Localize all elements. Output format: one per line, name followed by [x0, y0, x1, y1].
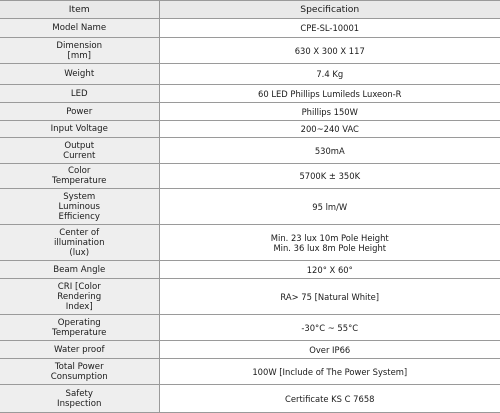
item-cell — [0, 261, 159, 279]
table-row — [0, 225, 500, 261]
spec-text: 100W [Include of The Power System] — [252, 366, 408, 377]
specification-column-header: Specification — [159, 1, 500, 19]
item-cell — [0, 38, 159, 64]
table-row — [0, 138, 500, 164]
item-text: Efficiency — [58, 211, 100, 222]
table-row — [0, 385, 500, 413]
item-text: Water proof — [54, 344, 105, 355]
spec-text: 60 LED Phillips Lumileds Luxeon-R — [258, 88, 402, 99]
item-cell — [0, 64, 159, 85]
item-text: LED — [70, 88, 88, 99]
spec-cell — [159, 121, 500, 138]
spec-text: RA> 75 [Natural White] — [280, 291, 380, 302]
table-row — [0, 341, 500, 359]
item-text: Color — [68, 166, 91, 176]
spec-text: CPE-SL-10001 — [300, 23, 360, 33]
table-row — [0, 315, 500, 341]
spec-cell — [159, 261, 500, 279]
item-text: Current — [63, 150, 96, 161]
item-text: Inspection — [57, 398, 102, 409]
spec-cell — [159, 85, 500, 103]
item-text: Model Name — [52, 23, 107, 33]
spec-cell — [159, 19, 500, 38]
spec-cell — [159, 359, 500, 385]
spec-text: Phillips 150W — [301, 106, 358, 117]
item-text: Weight — [64, 69, 95, 79]
spec-cell — [159, 341, 500, 359]
spec-text: 95 lm/W — [312, 201, 348, 212]
item-cell — [0, 103, 159, 121]
spec-cell — [159, 164, 500, 189]
item-text: Rendering — [57, 291, 102, 302]
spec-cell — [159, 279, 500, 315]
table-row — [0, 19, 500, 38]
item-text: Temperature — [52, 176, 107, 186]
item-cell — [0, 385, 159, 413]
spec-text: 5700K ± 350K — [299, 171, 361, 181]
spec-text: Min. 36 lux 8m Pole Height — [273, 242, 387, 253]
item-cell — [0, 189, 159, 225]
spec-cell — [159, 103, 500, 121]
item-text: Temperature — [52, 327, 107, 338]
table-row — [0, 121, 500, 138]
spec-text: Min. 23 lux 10m Pole Height — [270, 232, 389, 243]
item-text: Beam Angle — [53, 264, 106, 275]
spec-text: 530mA — [314, 145, 345, 156]
item-text: illumination — [53, 237, 105, 248]
item-text: CRI [Color — [57, 281, 101, 292]
table-row — [0, 38, 500, 64]
spec-cell — [159, 385, 500, 413]
item-text: Total Power — [54, 361, 104, 372]
table-row — [0, 164, 500, 189]
spec-text: Over IP66 — [309, 344, 351, 355]
spec-text: Certificate KS C 7658 — [285, 393, 375, 404]
table-row — [0, 189, 500, 225]
item-text: System — [63, 191, 96, 202]
item-column-header: Item — [0, 1, 159, 19]
item-text: Power — [66, 106, 93, 117]
item-cell — [0, 359, 159, 385]
item-text: Dimension — [56, 40, 103, 51]
spec-text: 120° X 60° — [306, 264, 353, 275]
item-cell — [0, 85, 159, 103]
item-text: Output — [64, 140, 95, 151]
spec-text: -30°C ~ 55°C — [301, 322, 359, 333]
item-cell — [0, 19, 159, 38]
item-text: Consumption — [50, 371, 108, 382]
item-text: Center of — [59, 227, 100, 238]
item-cell — [0, 164, 159, 189]
spec-text: 200~240 VAC — [300, 124, 359, 134]
spec-cell — [159, 138, 500, 164]
header-row — [0, 1, 500, 19]
item-cell — [0, 121, 159, 138]
table-row — [0, 261, 500, 279]
item-text: Safety — [65, 388, 93, 399]
spec-text: 7.4 Kg — [316, 69, 344, 79]
spec-cell — [159, 64, 500, 85]
spec-cell — [159, 189, 500, 225]
spec-cell — [159, 38, 500, 64]
item-text: Input Voltage — [50, 124, 108, 134]
table-row — [0, 103, 500, 121]
table-row — [0, 85, 500, 103]
item-text: [mm] — [67, 50, 91, 61]
item-cell — [0, 341, 159, 359]
spec-text: 630 X 300 X 117 — [294, 45, 365, 56]
item-cell — [0, 225, 159, 261]
item-text: (lux) — [69, 247, 90, 258]
spec-cell — [159, 225, 500, 261]
item-text: Index] — [65, 301, 93, 312]
item-cell — [0, 279, 159, 315]
item-cell — [0, 315, 159, 341]
item-text: Operating — [57, 317, 101, 328]
item-text: Luminous — [58, 201, 100, 212]
item-cell — [0, 138, 159, 164]
table-row — [0, 279, 500, 315]
table-row — [0, 359, 500, 385]
table-row — [0, 64, 500, 85]
spec-cell — [159, 315, 500, 341]
